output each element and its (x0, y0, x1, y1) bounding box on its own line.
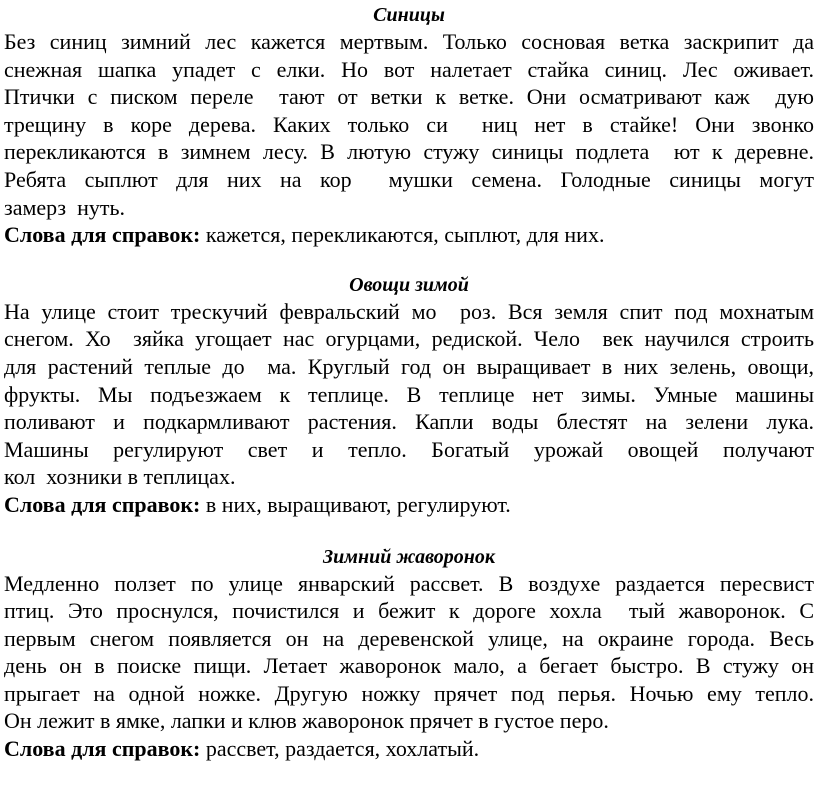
text-line: день он в поиске пищи. Летает жаворонок мало, а бегает быстро. В стужу он (4, 653, 814, 679)
text-line: Машины регулируют свет и тепло. Богатый урожай овощей получают (4, 436, 814, 462)
reference-words (4, 735, 814, 763)
text-line: Ребята сыплют для них на кор мушки семена. Голодные синицы могут (4, 166, 814, 192)
section-text (4, 28, 814, 221)
text-line: снегом. Хо зяйка угощает нас огурцами, редиской. Чело век научился строить (4, 326, 814, 352)
section-gap (4, 249, 814, 272)
reference-label: Слова для справок: (4, 222, 201, 248)
text-line: для растений теплые до ма. Круглый год он выращивает в них зелень, овощи, (4, 353, 814, 379)
reference-list: рассвет, раздается, хохлатый. (200, 736, 480, 762)
reference-label: Слова для справок: (4, 736, 201, 762)
reference-list: в них, выращивают, регулируют. (200, 491, 511, 517)
text-line: Он лежит в ямке, лапки и клюв жаворонок прячет в густое перо. (4, 708, 609, 734)
text-line: Без синиц зимний лес кажется мертвым. Только сосновая ветка заскрипит да (4, 29, 814, 54)
reference-words (4, 221, 814, 249)
text-line: птиц. Это проснулся, почистился и бежит к дороге хохла тый жаворонок. С (4, 598, 814, 624)
text-line: снежная шапка упадет с елки. Но вот налетает стайка синиц. Лес оживает. (4, 56, 814, 82)
reference-list: кажется, перекликаются, сыплют, для них. (200, 222, 605, 248)
text-line: замерз нуть. (4, 194, 126, 220)
section-text (4, 570, 814, 736)
reference-words (4, 491, 814, 519)
section-ovoshchi-zimoy (4, 272, 814, 519)
section-title: Зимний жаворонок (322, 545, 496, 568)
reference-label: Слова для справок: (4, 491, 201, 517)
section-zimniy-zhavoronok (4, 544, 814, 763)
section-sinitsy (4, 2, 814, 249)
section-text (4, 298, 814, 491)
text-line: поливают и подкармливают растения. Капли воды блестят на зелени лука. (4, 409, 814, 435)
text-line: Птички с писком переле тают от ветки к ветке. Они осматривают каж дую (4, 84, 814, 110)
text-line: кол хозники в теплицах. (4, 464, 236, 490)
section-title: Овощи зимой (349, 273, 469, 296)
section-title: Синицы (373, 4, 445, 26)
text-line: перекликаются в зимнем лесу. В лютую стужу синицы подлета ют к деревне. (4, 139, 814, 165)
text-line: трещину в коре дерева. Каких только си ниц нет в стайке! Они звонко (4, 111, 814, 137)
text-line: фрукты. Мы подъезжаем к теплице. В теплице нет зимы. Умные машины (4, 381, 814, 407)
text-line: Медленно ползет по улице январский рассвет. В воздухе раздается пересвист (4, 570, 814, 596)
section-gap (4, 519, 814, 544)
text-line: На улице стоит трескучий февральский мо роз. Вся земля спит под мохнатым (4, 298, 814, 324)
text-line: прыгает на одной ножке. Другую ножку прячет под перья. Ночью ему тепло. (4, 680, 814, 706)
text-line: первым снегом появляется он на деревенской улице, на окраине города. Весь (4, 625, 814, 651)
